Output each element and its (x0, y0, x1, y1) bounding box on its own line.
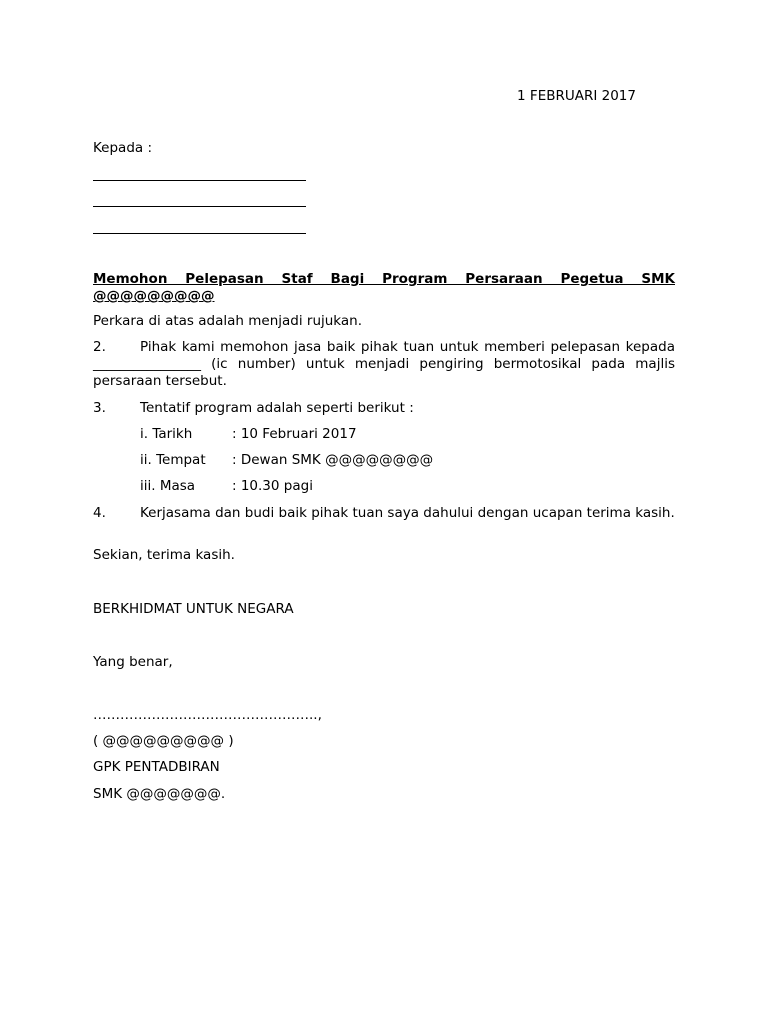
signer-school: SMK @@@@@@@. (93, 786, 226, 802)
paragraph-text: Pihak kami memohon jasa baik pihak tuan untuk memberi pelepasan kepada ________________ (ic number) untuk menjadi pengiring bermotosikal pada majlis persaraan tersebut. (93, 339, 675, 389)
salutation: Yang benar, (93, 654, 173, 670)
paragraph-number: 3. (93, 400, 106, 416)
address-line-2 (93, 206, 306, 207)
program-value: : 10.30 pagi (232, 478, 313, 494)
program-row-date (140, 426, 357, 443)
paragraph-4 (93, 505, 675, 522)
letter-date: 1 FEBRUARI 2017 (517, 88, 636, 104)
program-row-place (140, 452, 433, 469)
program-label: i. Tarikh (140, 426, 193, 442)
thanks-line: Sekian, terima kasih. (93, 547, 235, 563)
address-line-1 (93, 180, 306, 181)
address-line-3 (93, 233, 306, 234)
program-label: iii. Masa (140, 478, 196, 494)
signature-line: ………………………………………….., (93, 707, 322, 723)
paragraph-text: Tentatif program adalah seperti berikut : (140, 400, 414, 416)
paragraph-number: 4. (93, 505, 106, 521)
signer-name: ( @@@@@@@@@ ) (93, 733, 234, 749)
paragraph-text: Kerjasama dan budi baik pihak tuan saya dahului dengan ucapan terima kasih. (140, 505, 675, 521)
motto: BERKHIDMAT UNTUK NEGARA (93, 601, 294, 617)
program-value: : Dewan SMK @@@@@@@@ (232, 452, 434, 468)
paragraph-number: 2. (93, 339, 106, 355)
reference-line: Perkara di atas adalah menjadi rujukan. (93, 313, 363, 329)
program-value: : 10 Februari 2017 (232, 426, 357, 442)
program-label: ii. Tempat (140, 452, 206, 468)
letter-subject: Memohon Pelepasan Staf Bagi Program Persaraan Pegetua SMK @@@@@@@@@ (93, 271, 675, 304)
paragraph-3 (93, 400, 675, 417)
program-row-time (140, 478, 313, 495)
signer-title: GPK PENTADBIRAN (93, 759, 220, 775)
recipient-label: Kepada : (93, 140, 153, 156)
paragraph-2 (93, 339, 675, 390)
